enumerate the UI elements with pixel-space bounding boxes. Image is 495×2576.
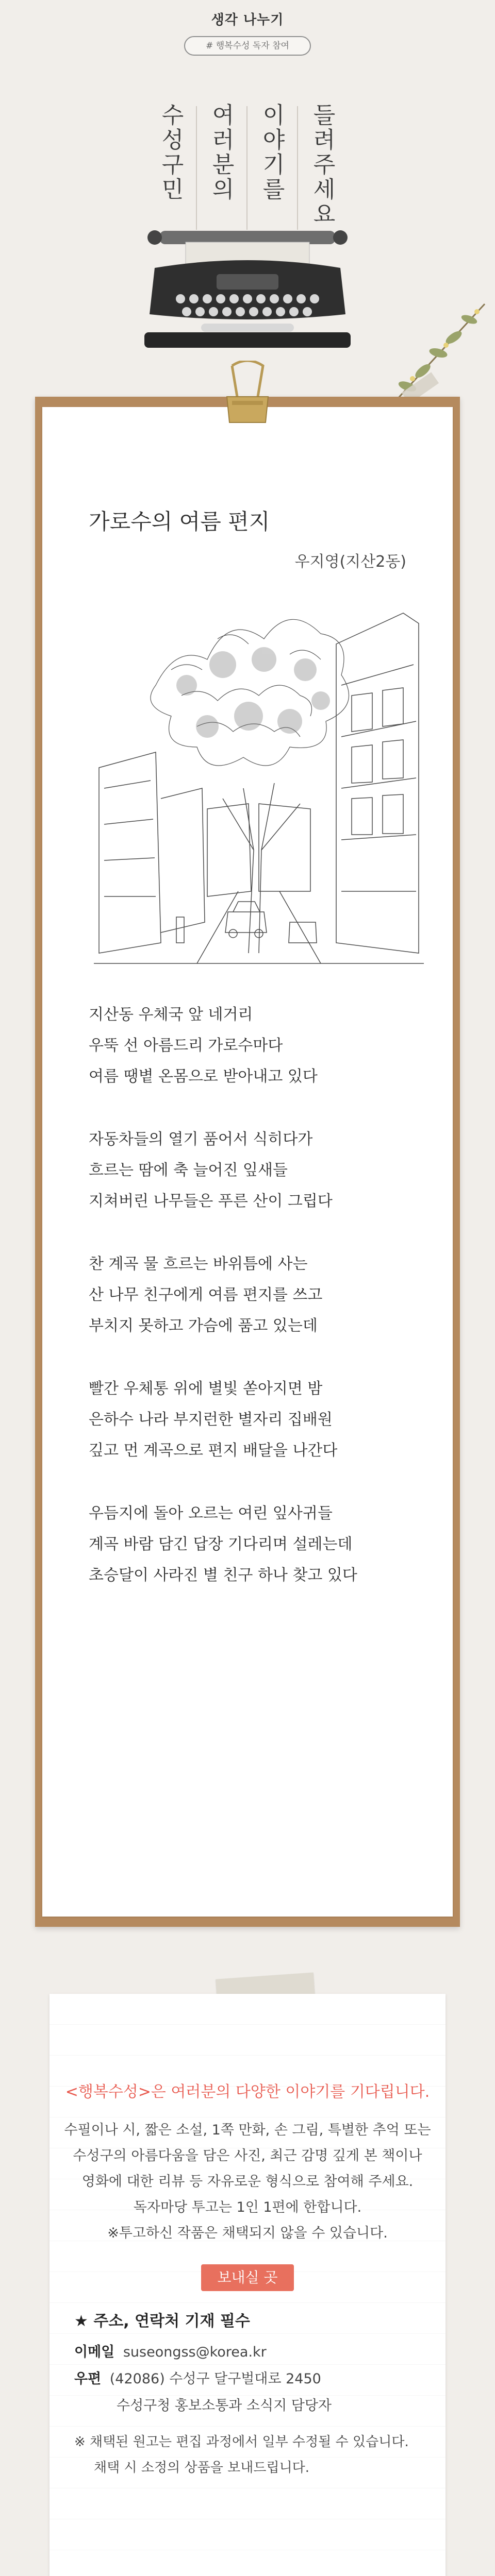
note-line: 채택 시 소정의 상품을 보내드립니다. (94, 2460, 310, 2476)
mail-label: 우편 (74, 2371, 102, 2387)
poem-line: 계곡 바람 담긴 답장 기다리며 설레는데 (89, 1535, 353, 1553)
vertical-heading (145, 103, 352, 232)
mail-recipient: 수성구청 홍보소통과 소식지 담당자 (117, 2398, 332, 2414)
letter-card (35, 397, 460, 1927)
poem-stanza (89, 1124, 419, 1217)
letter-author: 우지영(지산2동) (294, 553, 406, 571)
send-address-badge: 보내실 곳 (201, 2264, 294, 2291)
poem-line: 깊고 먼 계곡으로 편지 배달을 나간다 (89, 1442, 338, 1460)
poem-line: 지산동 우체국 앞 네거리 (89, 1006, 253, 1024)
required-notice: ★ 주소, 연락처 기재 필수 (74, 2312, 250, 2330)
street-sketch-illustration (94, 582, 424, 974)
poem-line: 찬 계곡 물 흐르는 바위틈에 사는 (89, 1255, 308, 1273)
divider (246, 106, 248, 230)
page-title: 생각 나누기 (211, 12, 284, 28)
email-address[interactable]: suseongss@korea.kr (123, 2344, 267, 2360)
poem-stanza (89, 1374, 419, 1466)
letter-paper (42, 407, 453, 1917)
notes (74, 2429, 435, 2481)
info-body (50, 2117, 446, 2246)
divider (297, 106, 298, 230)
poem-line: 은하수 나라 부지런한 별자리 집배원 (89, 1411, 333, 1429)
poem-line: 우뚝 선 아름드리 가로수마다 (89, 1037, 283, 1055)
mail-row (74, 2366, 435, 2393)
info-line: ※투고하신 작품은 채택되지 않을 수 있습니다. (107, 2225, 388, 2241)
poem-line: 지쳐버린 나무들은 푸른 산이 그립다 (89, 1192, 333, 1210)
note-line: ※ 채택된 원고는 편집 과정에서 일부 수정될 수 있습니다. (74, 2434, 409, 2450)
info-line: 수성구의 아름다움을 담은 사진, 최근 감명 깊게 본 책이나 (73, 2148, 422, 2164)
poem-stanza (89, 999, 419, 1092)
poem-line: 빨간 우체통 위에 별빛 쏟아지면 밤 (89, 1380, 323, 1398)
mail-address: (42086) 수성구 달구벌대로 2450 (109, 2371, 321, 2387)
poem-line: 자동차들의 열기 품어서 식히다가 (89, 1130, 313, 1148)
info-headline: <행복수성>은 여러분의 다양한 이야기를 기다립니다. (65, 2083, 430, 2101)
poem-line: 산 나무 친구에게 여름 편지를 쓰고 (89, 1286, 323, 1304)
binder-clip-icon (222, 361, 273, 428)
poem-line: 여름 땡볕 온몸으로 받아내고 있다 (89, 1067, 318, 1086)
submission-info-card (50, 1994, 446, 2576)
poem-stanza (89, 1498, 419, 1591)
poem-line: 초승달이 사라진 별 친구 하나 찾고 있다 (89, 1566, 357, 1584)
vertical-col-2: 여러분의 (208, 103, 234, 202)
info-line: 영화에 대한 리뷰 등 자유로운 형식으로 참여해 주세요. (81, 2174, 414, 2190)
email-label: 이메일 (74, 2344, 115, 2360)
poem-line: 흐르는 땀에 축 늘어진 잎새들 (89, 1161, 288, 1179)
divider (196, 106, 197, 230)
poem-line: 우듬지에 돌아 오르는 여린 잎사귀들 (89, 1504, 333, 1522)
vertical-col-1: 수성구민 (157, 103, 184, 202)
vertical-col-3: 이야기를 (258, 103, 285, 202)
letter-title: 가로수의 여름 편지 (89, 509, 270, 534)
vertical-col-4: 들려주세요 (309, 103, 335, 227)
typewriter-illustration (139, 227, 356, 355)
poem-line: 부치지 못하고 가슴에 품고 있는데 (89, 1317, 318, 1335)
poem (89, 999, 419, 1623)
poem-stanza (89, 1249, 419, 1342)
contact-info (74, 2339, 435, 2419)
info-line: 수필이나 시, 짧은 소설, 1쪽 만화, 손 그림, 특별한 추억 또는 (64, 2122, 431, 2138)
section-tag: # 행복수성 독자 참여 (184, 36, 311, 56)
info-line: 독자마당 투고는 1인 1편에 한합니다. (133, 2199, 362, 2215)
email-row (74, 2339, 435, 2366)
